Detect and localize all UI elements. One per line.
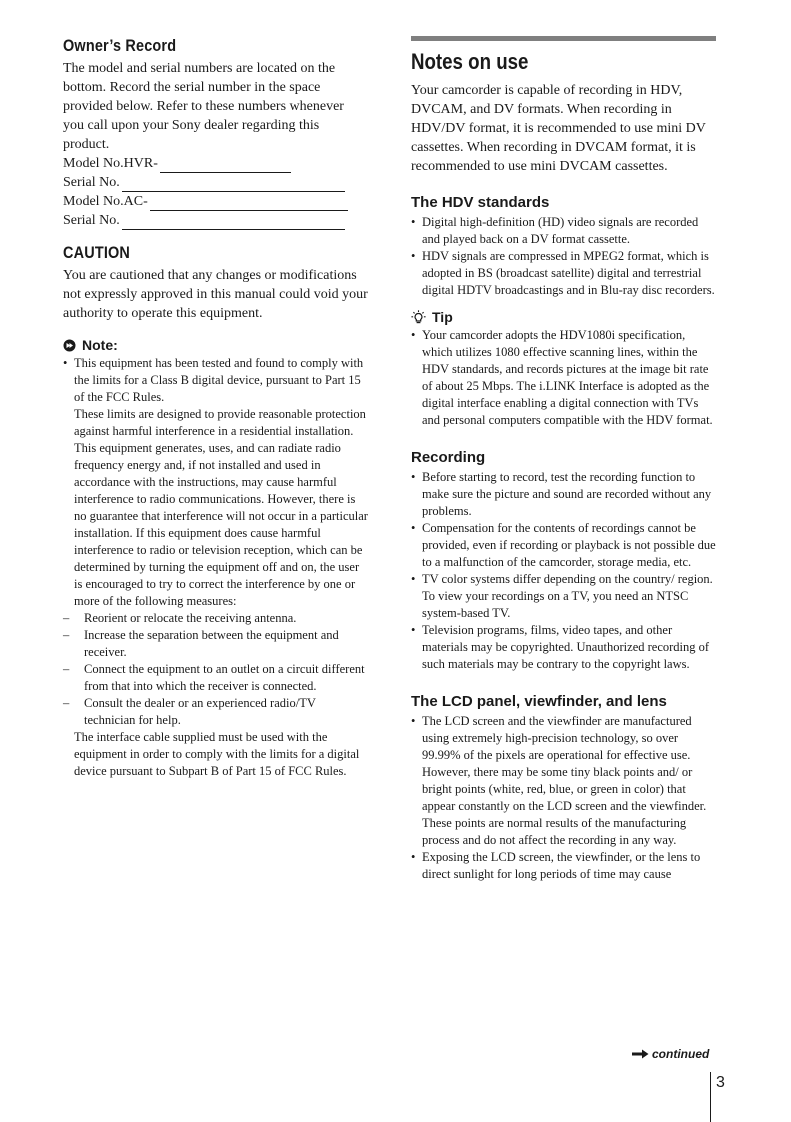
field-label: Model No.HVR-	[63, 156, 158, 171]
measure-item	[63, 610, 368, 627]
owners-record-text: The model and serial numbers are located on the bottom. Record the serial number in the space provided below. Refer to these numbers whenever you call upon your Sony dealer regarding this product.	[63, 61, 344, 152]
measure-item	[63, 695, 368, 729]
list-item: • Digital high-definition (HD) video signals are recorded and played back on a DV format cassette.	[411, 214, 716, 248]
arrow-right-icon	[632, 1049, 649, 1059]
list-item: • Before starting to record, test the recording function to make sure the picture and sound are recorded without any problems.	[411, 469, 716, 520]
caution-heading: CAUTION	[63, 243, 131, 262]
list-item: • Television programs, films, video tapes, and other materials may be copyrighted. Unauthorized recording of such materials may be contrary to the copyright laws.	[411, 622, 716, 673]
lightbulb-icon	[411, 310, 426, 325]
lcd-heading: The LCD panel, viewfinder, and lens	[411, 693, 667, 710]
continued-indicator	[632, 1047, 709, 1061]
lcd-item-continuation: However, there may be some tiny black points and/ or bright points (white, red, blue, or green in color) that appear constantly on the LCD screen and the viewfinder.	[422, 765, 707, 813]
note-list	[63, 355, 368, 406]
tip-list	[411, 327, 716, 429]
dash-mark: –	[63, 628, 70, 642]
serial-no-field-1	[63, 173, 368, 192]
measure-text: Increase the separation between the equipment and receiver.	[84, 628, 339, 659]
tip-header	[411, 309, 716, 325]
dash-mark: –	[63, 662, 70, 676]
notes-on-use-heading: Notes on use	[411, 49, 529, 74]
caution-text: You are cautioned that any changes or modifications not expressly approved in this manual could void your authority to operate this equipment.	[63, 268, 368, 321]
measure-text: Reorient or relocate the receiving antenna.	[84, 611, 297, 625]
lcd-list	[411, 713, 716, 883]
right-column	[411, 36, 716, 883]
measure-text: Consult the dealer or an experienced radio/TV technician for help.	[84, 696, 316, 727]
dash-mark: –	[63, 696, 70, 710]
lcd-item-text: The LCD screen and the viewfinder are manufactured using extremely high-precision technology, so over 99.99% of the pixels are operational for effective use.	[422, 714, 692, 762]
measure-text: Connect the equipment to an outlet on a circuit different from that into which the receiver is connected.	[84, 662, 365, 693]
note-closing: The interface cable supplied must be used with the equipment in order to comply with the limits for a digital device pursuant to Subpart B of Part 15 of FCC Rules.	[74, 730, 360, 778]
measures-list	[63, 610, 368, 729]
model-no-ac-field	[63, 192, 368, 211]
list-item: • TV color systems differ depending on the country/ region. To view your recordings on a TV, you need an NTSC system-based TV.	[411, 571, 716, 622]
section-top-bar	[411, 36, 716, 41]
list-item: • Compensation for the contents of recordings cannot be provided, even if recording or playback is not possible due to a malfunction of the camcorder, storage media, etc.	[411, 520, 716, 571]
notes-on-use-intro: Your camcorder is capable of recording in HDV, DVCAM, and DV formats. When recording in HDV/DV format, it is recommended to use mini DV cassettes. When recording in DVCAM format, it is recommended to use mini DVCAM cassettes.	[411, 83, 706, 174]
list-item: • Your camcorder adopts the HDV1080i specification, which utilizes 1080 effective scanning lines, within the HDV standards, and records pictures at the image bit rate of about 25 Mbps. The i.LINK Interface is adopted as the digital interface enabling a digital connection with TVs and personal computers compatible with the HDV format.	[411, 327, 716, 429]
hdv-standards-heading: The HDV standards	[411, 194, 550, 211]
field-label: Serial No.	[63, 175, 120, 190]
blank-line	[160, 158, 291, 173]
note-paragraph: These limits are designed to provide reasonable protection against harmful interference in a residential installation. This equipment generates, uses, and can radiate radio frequency energy and, if not installed and used in accordance with the instructions, may cause harmful interference to radio communications. However, there is no guarantee that interference will not occur in a particular installation. If this equipment does cause harmful interference to radio or television reception, which can be determined by turning the equipment off and on, the user is encouraged to try to correct the interference by one or more of the following measures:	[74, 407, 368, 608]
blank-line	[122, 177, 345, 192]
measure-item	[63, 627, 368, 661]
field-label: Serial No.	[63, 213, 120, 228]
note-icon	[63, 339, 76, 352]
field-label: Model No.AC-	[63, 194, 148, 209]
dash-mark: –	[63, 611, 70, 625]
model-no-hvr-field	[63, 154, 368, 173]
hdv-standards-list	[411, 214, 716, 299]
blank-line	[150, 196, 348, 211]
list-item	[411, 713, 716, 849]
serial-no-field-2	[63, 211, 368, 230]
page-number-rule	[710, 1072, 711, 1122]
recording-heading: Recording	[411, 449, 486, 466]
recording-list	[411, 469, 716, 673]
tip-title: Tip	[432, 309, 453, 325]
record-fields	[63, 154, 368, 230]
note-header	[63, 337, 368, 353]
list-item: • Exposing the LCD screen, the viewfinder, or the lens to direct sunlight for long periods of time may cause	[411, 849, 716, 883]
list-item: • HDV signals are compressed in MPEG2 format, which is adopted in BS (broadcast satellite) digital and terrestrial digital HDTV broadcastings and in Blu-ray disc recorders.	[411, 248, 716, 299]
note-bullet: • This equipment has been tested and found to comply with the limits for a Class B digital device, pursuant to Part 15 of the FCC Rules.	[63, 355, 368, 406]
continued-text: continued	[652, 1047, 710, 1061]
measure-item	[63, 661, 368, 695]
note-title: Note:	[82, 337, 118, 353]
blank-line	[122, 215, 345, 230]
page-number: 3	[716, 1074, 725, 1091]
owners-record-heading: Owner’s Record	[63, 36, 177, 55]
left-column	[63, 36, 368, 780]
lcd-item-continuation: These points are normal results of the manufacturing process and do not affect the recording in any way.	[422, 816, 687, 847]
